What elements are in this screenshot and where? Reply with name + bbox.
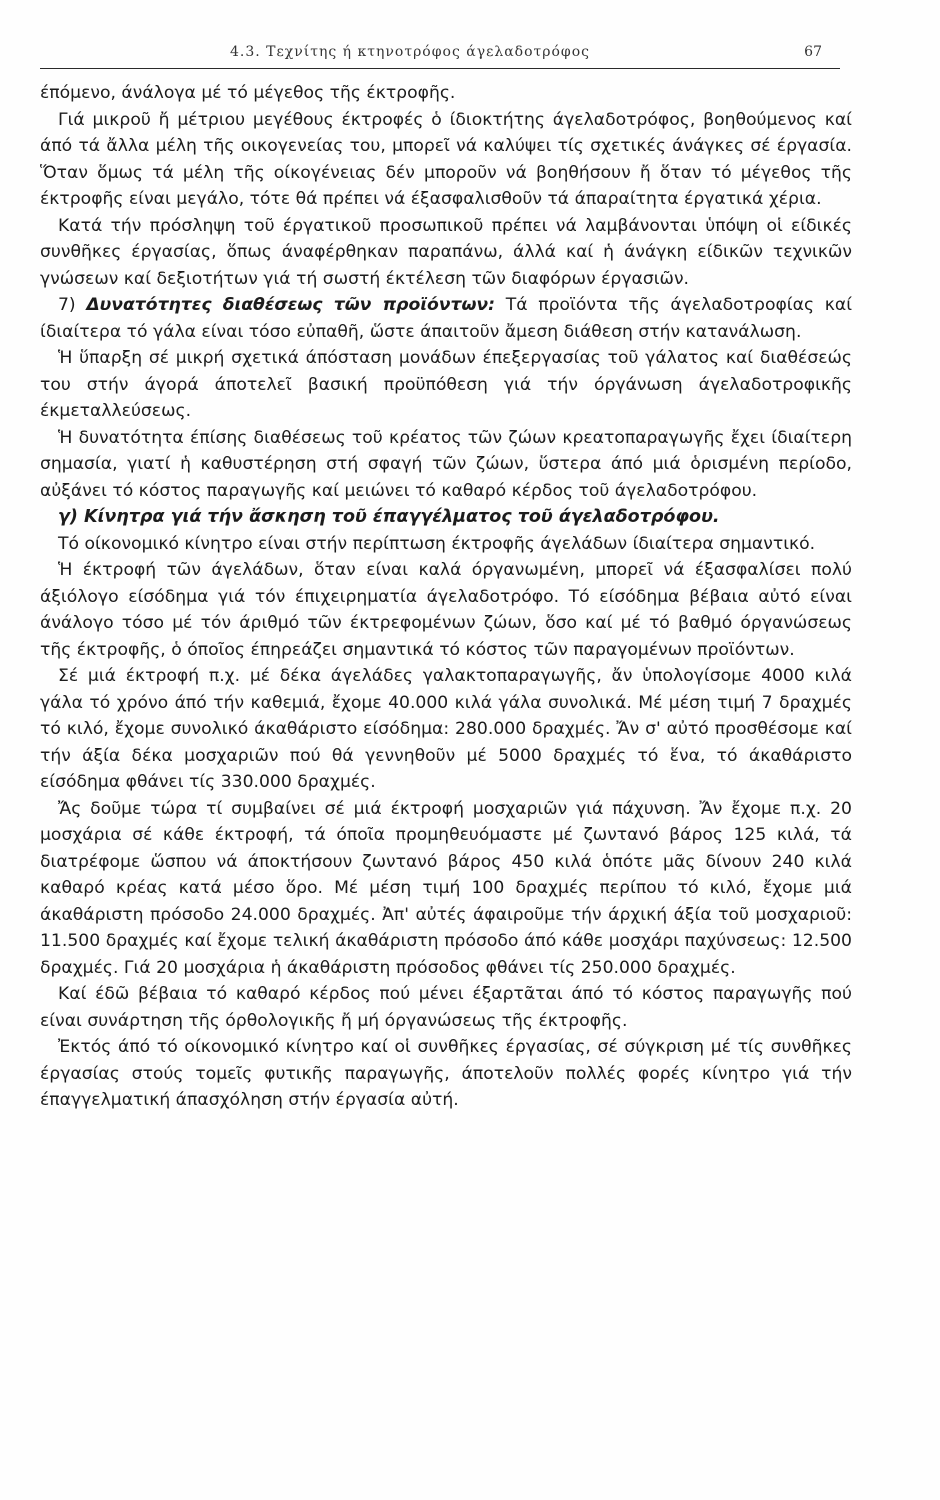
paragraph-dairy-example: Σέ μιά έκτροφή π.χ. μέ δέκα άγελάδες γαλακτοπαραγωγῆς, ἄν ὑπολογίσομε 4000 κιλά γάλα τό χρόνο άπό τήν καθεμιά, ἔχομε 40.000 κιλά γάλα συνολικά. Μέ μέση τιμή 7 δραχμές τό κιλό, ἔχομε συνολικό άκαθάριστο είσόδημα: 280.000 δραχμές. Ἄν σ' αὐτό προσθέσομε καί τήν άξία δέκα μοσχαριῶν πού θά γεννηθοῦν μέ 5000 δραχμές τό ἕνα, τό άκαθάριστο είσόδημα φθάνει τίς 330.000 δραχμές. [40, 666, 852, 792]
section-heading-incentives: γ) Κίνητρα γιά τήν ἄσκηση τοῦ έπαγγέλματος τοῦ άγελαδοτρόφου. [58, 507, 720, 527]
paragraph-staff-hiring: Κατά τήν πρόσληψη τοῦ έργατικοῦ προσωπικοῦ πρέπει νά λαμβάνονται ὑπόψη οἱ είδικές συνθῆκες έργασίας, ὅπως άναφέρθηκαν παραπάνω, άλλά καί ἡ άνάγκη είδικῶν τεχνικῶν γνώσεων καί δεξιοτήτων γιά τή σωστή έκτέλεση τῶν διαφόρων έργασιῶν. [40, 215, 852, 289]
paragraph-continuation: έπόμενο, άνάλογα μέ τό μέγεθος τῆς έκτροφῆς. [40, 83, 456, 103]
item-7-paragraph [40, 292, 852, 345]
paragraph-fattening-example: Ἄς δοῦμε τώρα τί συμβαίνει σέ μιά έκτροφή μοσχαριῶν γιά πάχυνση. Ἄν ἔχομε π.χ. 20 μοσχάρια σέ κάθε έκτροφή, τά όποῖα προμηθευόμαστε μέ ζωντανό βάρος 125 κιλά, τά διατρέφομε ὥσπου νά άποκτήσουν ζωντανό βάρος 450 κιλά ὁπότε μᾶς δίνουν 240 κιλά καθαρό κρέας κατά μέσο ὅρο. Μέ μέση τιμή 100 δραχμές περίπου τό κιλό, ἔχομε μιά άκαθάριστη πρόσοδο 24.000 δραχμές. Ἀπ' αὐτές άφαιροῦμε τήν άρχική άξία τοῦ μοσχαριοῦ: 11.500 δραχμές καί ἔχομε τελική άκαθάριστη πρόσοδο άπό κάθε μοσχάρι παχύνσεως: 12.500 δραχμές. Γιά 20 μοσχάρια ἡ άκαθάριστη πρόσοδος φθάνει τίς 250.000 δραχμές. [40, 798, 852, 978]
paragraph-milk-processing: Ἡ ὕπαρξη σέ μικρή σχετικά άπόσταση μονάδων έπεξεργασίας τοῦ γάλατος καί διαθέσεώς του στήν άγορά άποτελεῖ βασική προϋπόθεση γιά τήν όργάνωση άγελαδοτροφικῆς έκμεταλλεύσεως. [40, 348, 852, 421]
running-header [40, 42, 840, 69]
paragraph-working-conditions: Ἐκτός άπό τό οίκονομικό κίνητρο καί οἱ συνθῆκες έργασίας, σέ σύγκριση μέ τίς συνθῆκες έργασίας στούς τομεῖς φυτικῆς παραγωγῆς, άποτελοῦν πολλές φορές κίνητρο γιά τήν έπαγγελματική άπασχόληση στήν έργασία αὐτή. [40, 1037, 852, 1110]
running-title: 4.3. Τεχνίτης ή κτηνοτρόφος άγελαδοτρόφος [230, 44, 590, 60]
item-7-text: Τά προϊόντα τῆς άγελαδοτροφίας καί ίδιαίτερα τό γάλα είναι τόσο εὐπαθῆ, ὥστε άπαιτοῦν ἄμεση διάθεση στήν κατανάλωση. [40, 295, 853, 342]
item-7-heading: Δυνατότητες διαθέσεως τῶν προϊόντων: [86, 295, 495, 315]
paragraph-net-profit: Καί έδῶ βέβαια τό καθαρό κέρδος πού μένει έξαρτᾶται άπό τό κόστος παραγωγῆς πού είναι συνάρτηση τῆς όρθολογικῆς ἤ μή όργανώσεως τῆς έκτροφῆς. [40, 984, 852, 1031]
paragraph-meat-disposal: Ἡ δυνατότητα έπίσης διαθέσεως τοῦ κρέατος τῶν ζώων κρεατοπαραγωγῆς ἔχει ίδιαίτερη σημασία, γιατί ἡ καθυστέρηση στή σφαγή τῶν ζώων, ὕστερα άπό μιά ὁρισμένη περίοδο, αὐξάνει τό κόστος παραγωγῆς καί μειώνει τό καθαρό κέρδος τοῦ άγελαδοτρόφου. [40, 427, 852, 501]
paragraph-income: Ἡ έκτροφή τῶν άγελάδων, ὅταν είναι καλά όργανωμένη, μπορεῖ νά έξασφαλίσει πολύ άξιόλογο είσόδημα γιά τόν έπιχειρηματία άγελαδοτρόφο. Τό είσόδημα βέβαια αὐτό είναι άνάλογο τόσο μέ τόν άριθμό τῶν έκτρεφομένων ζώων, ὅσο καί μέ τό βαθμό όργανώσεως τῆς έκτροφῆς, ὁ όποῖος έπηρεάζει σημαντικά τό κόστος τῶν παραγομένων προϊόντων. [40, 560, 852, 660]
page-number: 67 [804, 44, 822, 60]
paragraph-labour-family: Γιά μικροῦ ἤ μέτριου μεγέθους έκτροφές ὁ ίδιοκτήτης άγελαδοτρόφος, βοηθούμενος καί άπό τά ἄλλα μέλη τῆς οικογενείας του, μπορεῖ νά καλύψει τίς σχετικές άνάγκες σέ έργασία. Ὅταν ὅμως τά μέλη τῆς οίκογένειας δέν μποροῦν νά βοηθήσουν ἤ ὅταν τό μέγεθος τῆς έκτροφῆς είναι μεγάλο, τότε θά πρέπει νά έξασφαλισθοῦν τά άπαραίτητα έργατικά χέρια. [40, 109, 852, 209]
body-text [40, 80, 852, 1114]
paragraph-economic-incentive: Τό οίκονομικό κίνητρο είναι στήν περίπτωση έκτροφῆς άγελάδων ίδιαίτερα σημαντικό. [58, 533, 816, 554]
item-7-number: 7) [58, 295, 76, 315]
